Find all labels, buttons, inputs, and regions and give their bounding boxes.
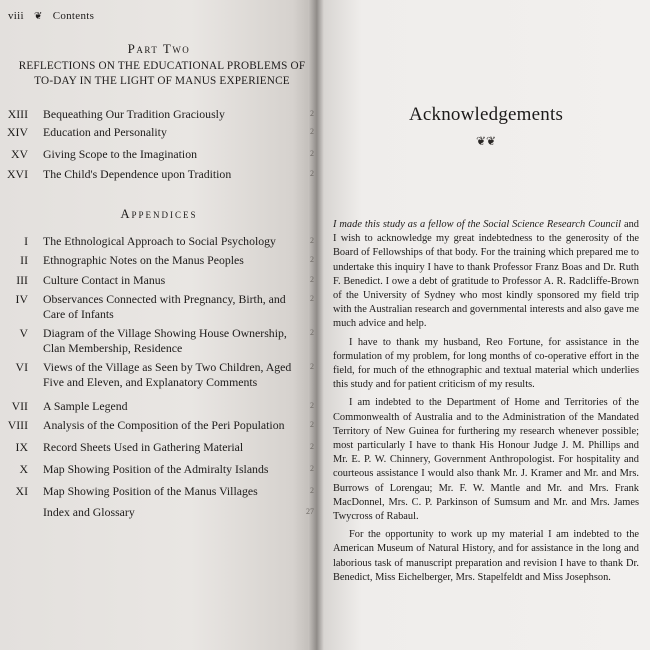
acknowledgements-paragraph-1-rest: and I wish to acknowledge my great indebtedness to the generosity of the Board of Fellowships of that body. For the training which prepared me to undertake this inquiry I have to thank Professor Franz Boas and Dr. Ruth F. Benedict. I owe a debt of gratitude to Professor A. R. Radcliffe-Brown of the University of Sydney who most kindly sponsored my field trip with the Australian research and governmental interests and also gave me much advice and help. [333,219,639,330]
toc-chapter-title: Giving Scope to the Imagination [43,147,197,161]
toc-appendix-title: Culture Contact in Manus [43,273,166,287]
toc-page-number: 2 [310,236,314,245]
toc-page-number: 2 [310,294,314,303]
acknowledgements-body [333,218,639,589]
toc-appendix-title: Map Showing Position of the Manus Villages [43,484,258,498]
toc-appendix-title: A Sample Legend [43,399,128,413]
running-head-title: Contents [52,10,95,22]
toc-appendix-number: IX [15,440,28,454]
toc-page-number: 27 [306,507,314,516]
toc-appendix-title: Observances Connected with Pregnancy, Birth, and Care of Infants [43,292,286,321]
toc-page-number: 2 [310,420,314,429]
toc-appendix-title: Map Showing Position of the Admiralty Islands [43,462,269,476]
acknowledgements-paragraph-3: I am indebted to the Department of Home and Territories of the Commonwealth of Australia and to the Administration of the Mandated Territory of New Guinea for furthering my research whenever possible; most particularly I have to thank His Honour Judge J. M. Phillips and Mr. E. P. W. Chinnery, Government Anthropologist. For hospitality and courteous assistance I would also thank Mr. J. Kramer and Mr. and Mrs. Burrows of Lorengau; Mr. F. W. Mantle and Mr. and Mrs. Frank MacDonnel, Mrs. C. P. Parkinson of Sumsum and Mr. and Mrs. James Twycross of Rabaul. [333,397,639,523]
toc-appendix-title: Ethnographic Notes on the Manus Peoples [43,253,244,267]
running-head [8,10,101,22]
appendices-heading [0,207,318,222]
toc-appendix-title: Record Sheets Used in Gathering Material [43,440,244,454]
appendices-heading-text: Appendices [120,207,198,221]
book-gutter [308,0,324,650]
acknowledgements-title: Acknowledgements [408,104,564,125]
toc-appendix-title: Views of the Village as Seen by Two Children, Aged Five and Eleven, and Explanatory Comments [43,360,292,389]
toc-appendix-number: X [19,462,28,476]
toc-appendix-number: I [24,234,28,248]
part-subtitle-line-2: TO-DAY IN THE LIGHT OF MANUS EXPERIENCE [34,75,290,87]
toc-appendix-number: II [20,253,28,267]
acknowledgements-paragraph-1 [333,218,639,332]
toc-page-number: 2 [310,275,314,284]
toc-appendix-number: III [16,273,28,287]
toc-page-number: 2 [310,127,314,136]
toc-chapter-number: XV [10,147,28,161]
toc-page-number: 2 [310,464,314,473]
toc-appendix-number: VIII [7,418,28,432]
toc-page-number: 2 [310,362,314,371]
part-subtitle [6,59,318,89]
toc-page-number: 2 [310,149,314,158]
acknowledgements-paragraph-2: I have to thank my husband, Reo Fortune, for assistance in the formulation of my problem, for long months of co-operative effort in the field, for much of the ethnographic and textual material which underlies this study and for patient criticism of my results. [333,336,639,391]
toc-page-number: 2 [310,328,314,337]
part-title-text: Part Two [127,41,191,56]
part-subtitle-line-1: REFLECTIONS ON THE EDUCATIONAL PROBLEMS OF [18,60,306,72]
toc-page-number: 2 [310,486,314,495]
toc-appendix-title: Diagram of the Village Showing House Ownership, Clan Membership, Residence [43,326,287,355]
toc-chapter-number: XIV [7,125,28,139]
toc-appendix-number: V [19,326,28,340]
fleuron-ornament-icon: ❦❦ [475,134,497,148]
toc-appendix-title: The Ethnological Approach to Social Psychology [43,234,276,248]
toc-chapter-title: Bequeathing Our Tradition Graciously [43,107,225,121]
toc-appendix-number: IV [15,292,28,306]
acknowledgements-paragraph-4: For the opportunity to work up my material I am indebted to the American Museum of Natural History, and for assistance in the long and laborious task of manuscript preparation and revision I have to thank Dr. Benedict, Miss Eichelberger, Mrs. Stapelfeldt and Miss Josephson. [333,529,639,583]
running-head-ornament: ❦ [33,11,43,22]
toc-page-number: 2 [310,109,314,118]
toc-chapter-number: XVI [7,167,28,181]
toc-appendix-title: Index and Glossary [43,505,135,519]
toc-page-number: 2 [310,442,314,451]
toc-appendix-number: VI [15,360,28,374]
toc-appendix-title: Analysis of the Composition of the Peri Population [43,418,285,432]
toc-page-number: 2 [310,255,314,264]
toc-chapter-title: The Child's Dependence upon Tradition [43,167,232,181]
page-number: viii [8,10,24,22]
left-page-contents [0,0,318,650]
part-title [0,41,318,57]
acknowledgements-italic-lead: I made this study as a fellow of the Social Science Research Council [333,219,622,230]
toc-chapter-number: XIII [7,107,28,121]
toc-chapter-title: Education and Personality [43,125,167,139]
toc-page-number: 2 [310,401,314,410]
toc-appendix-number: XI [15,484,28,498]
toc-appendix-number: VII [11,399,28,413]
toc-page-number: 2 [310,169,314,178]
